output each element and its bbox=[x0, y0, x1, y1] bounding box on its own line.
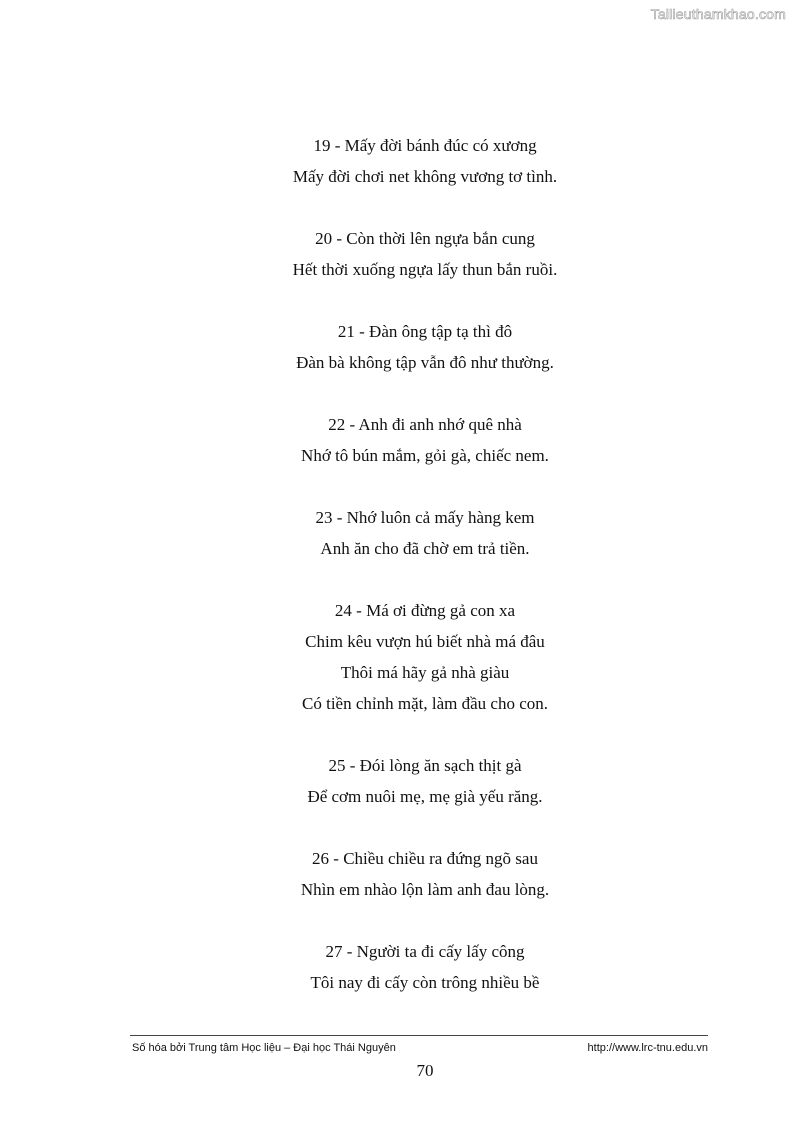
verse-line: 21 - Đàn ông tập tạ thì đô bbox=[337, 322, 513, 341]
verse-line: Chim kêu vượn hú biết nhà má đâu bbox=[305, 632, 545, 651]
stanza-24 bbox=[0, 595, 794, 719]
footer-source-text: Số hóa bởi Trung tâm Học liệu – Đại học Thái Nguyên bbox=[132, 1042, 396, 1054]
verse-line: Đàn bà không tập vẫn đô như thường. bbox=[296, 353, 554, 372]
verse-line: 25 - Đói lòng ăn sạch thịt gà bbox=[328, 756, 522, 775]
watermark-text: Tailieuthamkhao.com bbox=[650, 6, 786, 22]
verse-line: Nhớ tô bún mắm, gỏi gà, chiếc nem. bbox=[301, 446, 549, 465]
verse-line: Để cơm nuôi mẹ, mẹ già yếu răng. bbox=[307, 787, 543, 806]
footer-divider bbox=[130, 1035, 708, 1036]
stanza-25 bbox=[0, 750, 794, 812]
verse-line: 24 - Má ơi đừng gả con xa bbox=[334, 601, 516, 620]
stanza-19 bbox=[0, 130, 794, 192]
verse-line: Anh ăn cho đã chờ em trả tiền. bbox=[320, 539, 530, 558]
verse-line: 27 - Người ta đi cấy lấy công bbox=[325, 942, 525, 961]
verse-line: 22 - Anh đi anh nhớ quê nhà bbox=[328, 415, 522, 434]
footer-url: http://www.lrc-tnu.edu.vn bbox=[587, 1042, 708, 1054]
verse-line: Hết thời xuống ngựa lấy thun bắn ruồi. bbox=[292, 260, 558, 279]
stanza-26 bbox=[0, 843, 794, 905]
verse-line: Có tiền chỉnh mặt, làm đầu cho con. bbox=[302, 694, 548, 713]
poem-body bbox=[0, 130, 794, 1029]
verse-line: 23 - Nhớ luôn cả mấy hàng kem bbox=[315, 508, 535, 527]
verse-line: Thôi má hãy gả nhà giàu bbox=[340, 663, 510, 682]
verse-line: Tôi nay đi cấy còn trông nhiều bề bbox=[310, 973, 540, 992]
verse-line: Mấy đời chơi net không vương tơ tình. bbox=[292, 167, 558, 186]
verse-line: Nhìn em nhào lộn làm anh đau lòng. bbox=[300, 880, 550, 899]
stanza-21 bbox=[0, 316, 794, 378]
verse-line: 26 - Chiều chiều ra đứng ngõ sau bbox=[312, 849, 538, 868]
stanza-27 bbox=[0, 936, 794, 998]
stanza-20 bbox=[0, 223, 794, 285]
verse-line: 19 - Mấy đời bánh đúc có xương bbox=[313, 136, 537, 155]
stanza-23 bbox=[0, 502, 794, 564]
verse-line: 20 - Còn thời lên ngựa bắn cung bbox=[315, 229, 535, 248]
page-number: 70 bbox=[416, 1061, 434, 1080]
stanza-22 bbox=[0, 409, 794, 471]
